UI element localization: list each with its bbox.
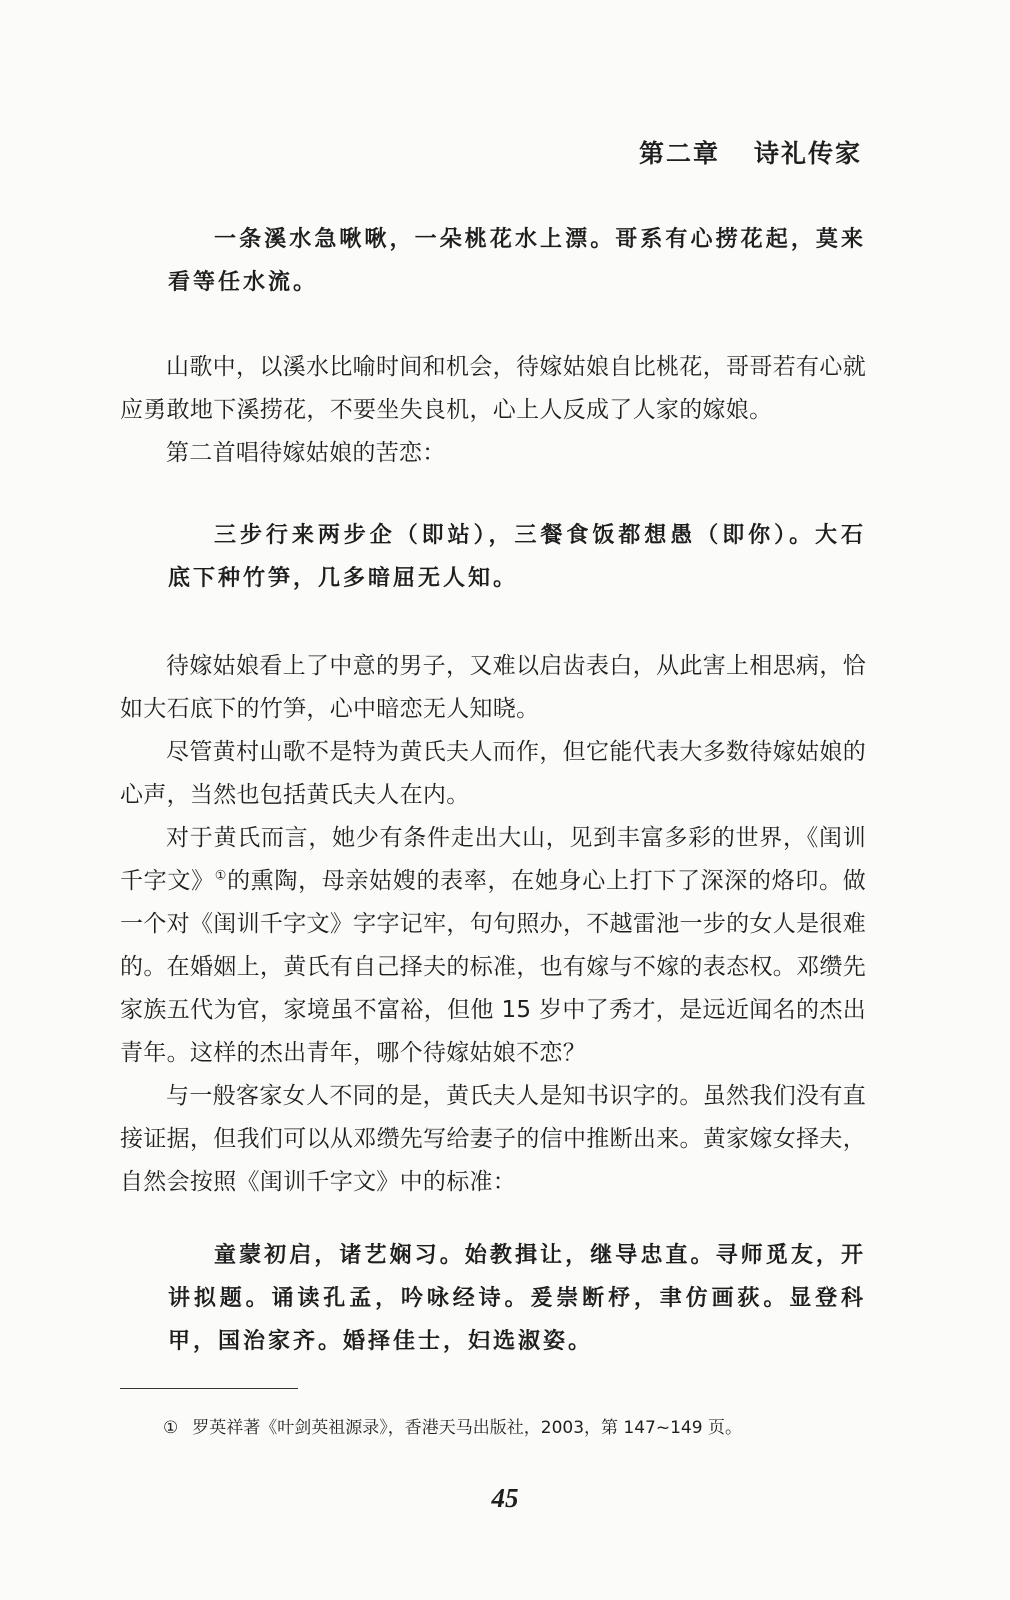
body-block-2 bbox=[120, 645, 866, 1204]
running-head bbox=[639, 134, 862, 170]
paragraph-5 bbox=[120, 817, 866, 1075]
paragraph-5-text-b: 的熏陶，母亲姑嫂的表率，在她身心上打下了深深的烙印。做一个对《闺训千字文》字字记牢，句句照办，不越雷池一步的女人是很难的。在婚姻上，黄氏有自己择夫的标准，也有嫁与不嫁的表态权。邓缵先家族五代为官，家境虽不富裕，但他 15 岁中了秀才，是远近闻名的杰出青年。这样的杰出青年，哪个待嫁姑娘不恋？ bbox=[120, 868, 866, 1066]
footnote-reference: ① bbox=[214, 868, 228, 884]
page-number: 45 bbox=[491, 1483, 519, 1513]
verse-quote-3: 童蒙初启，诸艺娴习。始教揖让，继导忠直。寻师觅友，开讲拟题。诵读孔孟，吟咏经诗。爰崇断杼，聿仿画荻。显登科甲，国治家齐。婚择佳士，妇选淑姿。 bbox=[168, 1242, 866, 1354]
footnote-divider bbox=[120, 1388, 298, 1389]
footnote-text: 罗英祥著《叶剑英祖源录》，香港天马出版社，2003，第 147~149 页。 bbox=[192, 1418, 742, 1438]
verse-quote-2: 三步行来两步企（即站），三餐食饭都想愚（即你）。大石底下种竹笋，几多暗屈无人知。 bbox=[168, 522, 866, 591]
paragraph-6: 与一般客家女人不同的是，黄氏夫人是知书识字的。虽然我们没有直接证据，但我们可以从邓缵先写给妻子的信中推断出来。黄家嫁女择夫，自然会按照《闺训千字文》中的标准： bbox=[120, 1083, 866, 1195]
chapter-number: 第二章 bbox=[638, 139, 720, 168]
verse-quote-1: 一条溪水急啾啾，一朵桃花水上漂。哥系有心捞花起，莫来看等任水流。 bbox=[168, 226, 866, 295]
paragraph-4: 尽管黄村山歌不是特为黄氏夫人而作，但它能代表大多数待嫁姑娘的心声，当然也包括黄氏夫人在内。 bbox=[120, 739, 866, 808]
body-block-1 bbox=[120, 346, 866, 475]
footnote-mark: ① bbox=[163, 1418, 179, 1438]
paragraph-3: 待嫁姑娘看上了中意的男子，又难以启齿表白，从此害上相思病，恰如大石底下的竹笋，心中暗恋无人知晓。 bbox=[120, 653, 866, 722]
paragraph-2: 第二首唱待嫁姑娘的苦恋： bbox=[166, 440, 446, 466]
paragraph-1: 山歌中，以溪水比喻时间和机会，待嫁姑娘自比桃花，哥哥若有心就应勇敢地下溪捞花，不要坐失良机，心上人反成了人家的嫁娘。 bbox=[120, 354, 866, 423]
paragraph-5-text-a: 对于黄氏而言，她少有条件走出大山，见到丰富多彩的世界，《闺训千字文》 bbox=[120, 825, 866, 894]
chapter-title: 诗礼传家 bbox=[753, 139, 862, 168]
